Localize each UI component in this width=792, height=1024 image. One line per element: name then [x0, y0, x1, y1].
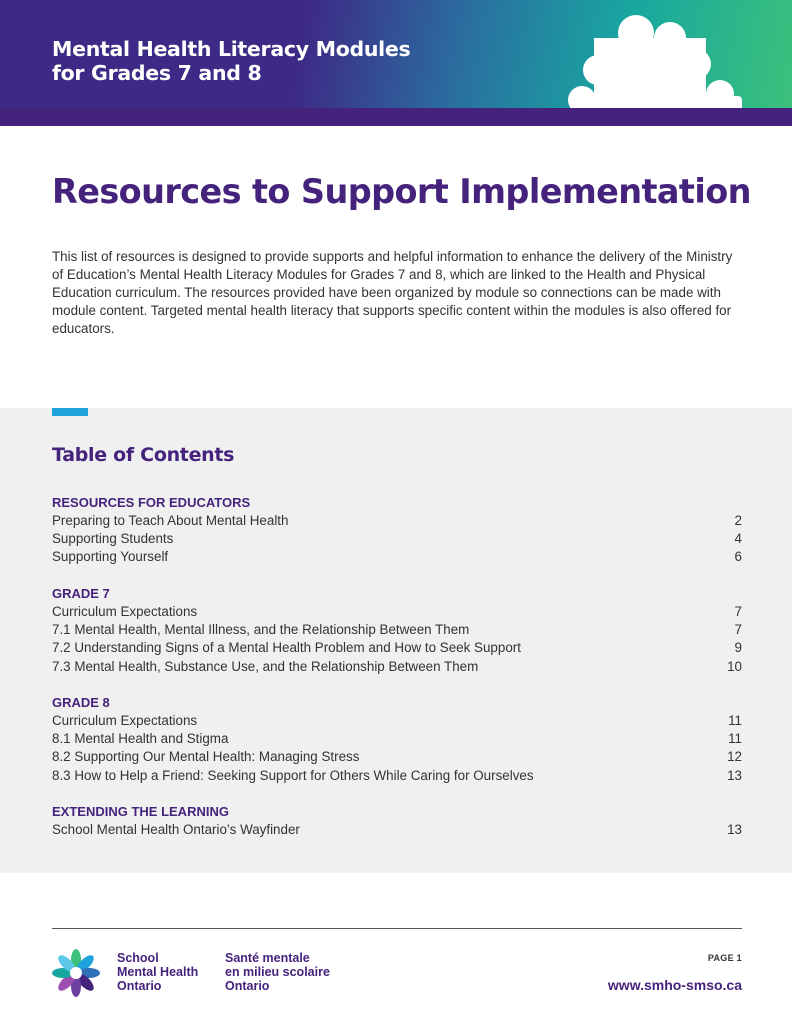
org-name-fr-line: Ontario	[225, 979, 270, 993]
toc-section-title: RESOURCES FOR EDUCATORS	[52, 495, 251, 510]
toc-entry-page: 12	[727, 749, 742, 765]
page-number: PAGE 1	[707, 953, 742, 963]
toc-panel	[0, 408, 792, 873]
toc-entry-label: 7.3 Mental Health, Substance Use, and the Relationship Between Them	[52, 658, 479, 674]
smho-logo-icon	[52, 949, 100, 997]
toc-entry-label: 8.2 Supporting Our Mental Health: Managing Stress	[52, 749, 360, 765]
toc-entry[interactable]	[52, 621, 742, 639]
flower-graphic-icon	[560, 8, 750, 118]
toc-entry[interactable]	[52, 821, 742, 839]
header-banner	[0, 0, 792, 126]
toc-entry[interactable]	[52, 712, 742, 730]
toc-section-grade-7	[52, 585, 742, 676]
toc-section-extending	[52, 803, 742, 839]
toc-entry-label: School Mental Health Ontario’s Wayfinder	[52, 822, 300, 837]
toc-entry[interactable]	[52, 548, 742, 566]
toc-section-educators	[52, 494, 742, 567]
toc-entry-page: 7	[734, 604, 742, 619]
toc-section-title: GRADE 8	[52, 695, 110, 710]
org-name-english	[117, 951, 198, 993]
header-title-line1: Mental Health Literacy Modules	[52, 37, 411, 61]
intro-paragraph: This list of resources is designed to provide supports and helpful information to enhance the delivery of the Ministry of Education’s Mental Health Literacy Modules for Grades 7 and 8, which are linked to the Health and Physical Education curriculum. The resources provided have been organized by module so connections can be made with module content. Targeted mental health literacy that supports specific content within the modules is also offered for educators.	[52, 249, 733, 336]
toc-entry-page: 13	[727, 822, 742, 837]
org-name-french	[225, 951, 330, 993]
toc-entry-page: 11	[728, 731, 742, 747]
toc-entry-page: 11	[728, 713, 742, 728]
toc-section-title: EXTENDING THE LEARNING	[52, 804, 229, 819]
toc-entry-label: 7.1 Mental Health, Mental Illness, and the Relationship Between Them	[52, 622, 470, 638]
toc-entry[interactable]	[52, 658, 742, 676]
toc-entry-page: 9	[734, 640, 742, 656]
toc-entry-page: 2	[734, 513, 742, 528]
toc-entry-label: 7.2 Understanding Signs of a Mental Health Problem and How to Seek Support	[52, 640, 521, 656]
footer-divider	[52, 928, 742, 929]
toc-entry-page: 6	[734, 549, 742, 565]
toc-accent-bar	[52, 408, 88, 416]
toc-entry[interactable]	[52, 603, 742, 621]
toc-entry[interactable]	[52, 512, 742, 530]
header-title-line2: for Grades 7 and 8	[52, 61, 262, 85]
org-name-fr-line: en milieu scolaire	[225, 965, 330, 979]
org-name-en-line: School	[117, 951, 159, 965]
toc-section-title: GRADE 7	[52, 586, 110, 601]
toc-entry-label: Curriculum Expectations	[52, 713, 198, 728]
toc-entry-page: 13	[727, 767, 742, 783]
org-name-en-line: Mental Health	[117, 965, 199, 979]
org-name-fr-line: Santé mentale	[225, 951, 310, 965]
toc-entry-label: 8.3 How to Help a Friend: Seeking Support for Others While Caring for Ourselves	[52, 767, 534, 783]
toc-entry-label: Curriculum Expectations	[52, 604, 198, 619]
header-strip	[0, 108, 792, 126]
toc-entry[interactable]	[52, 748, 742, 766]
header-title	[52, 37, 410, 85]
website-link[interactable]: www.smho-smso.ca	[607, 977, 742, 993]
toc-entry[interactable]	[52, 730, 742, 748]
toc-entry-label: Preparing to Teach About Mental Health	[52, 513, 289, 528]
org-name-en-line: Ontario	[117, 979, 162, 993]
toc-entry[interactable]	[52, 639, 742, 657]
toc-heading: Table of Contents	[52, 444, 235, 466]
toc-section-grade-8	[52, 694, 742, 785]
toc-entry-label: 8.1 Mental Health and Stigma	[52, 731, 229, 747]
toc-entry-label: Supporting Yourself	[52, 549, 169, 565]
toc-entry-page: 10	[727, 658, 742, 674]
toc-entry-page: 7	[734, 622, 742, 638]
toc-entry[interactable]	[52, 767, 742, 785]
toc-entry-label: Supporting Students	[52, 531, 174, 547]
toc-entry[interactable]	[52, 530, 742, 548]
toc-entry-page: 4	[734, 531, 742, 547]
page-title: Resources to Support Implementation	[52, 172, 751, 211]
